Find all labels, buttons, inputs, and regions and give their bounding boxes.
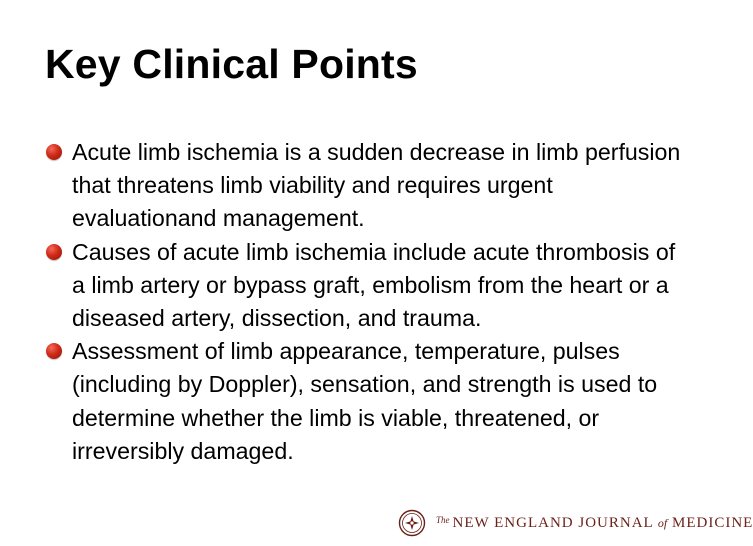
slide-title: Key Clinical Points bbox=[45, 41, 418, 87]
red-bullet-icon bbox=[46, 144, 62, 160]
journal-the: The bbox=[436, 514, 450, 525]
red-bullet-icon bbox=[46, 244, 62, 260]
journal-logo bbox=[398, 508, 753, 538]
bullet-text: Assessment of limb appearance, temperature, pulses (including by Doppler), sensation, and strength is used to determine whether the limb is viable, threatened, or irreversibly damaged. bbox=[72, 338, 658, 464]
journal-of: of bbox=[657, 515, 668, 530]
journal-name bbox=[436, 515, 753, 532]
bullet-text: Causes of acute limb ischemia include acute thrombosis of a limb artery or bypass graft, embolism from the heart or a diseased artery, dissection, and trauma. bbox=[72, 238, 676, 332]
bullet-list bbox=[46, 136, 686, 468]
journal-name-part2: MEDICINE bbox=[672, 514, 753, 531]
bullet-item bbox=[46, 236, 686, 336]
journal-name-part1: NEW ENGLAND JOURNAL bbox=[452, 514, 654, 531]
bullet-text: Acute limb ischemia is a sudden decrease in limb perfusion that threatens limb viability and requires urgent evaluationand management. bbox=[72, 139, 681, 232]
red-bullet-icon bbox=[46, 343, 62, 359]
bullet-item bbox=[46, 335, 686, 468]
nejm-seal-icon bbox=[398, 509, 426, 537]
bullet-item bbox=[46, 136, 686, 236]
